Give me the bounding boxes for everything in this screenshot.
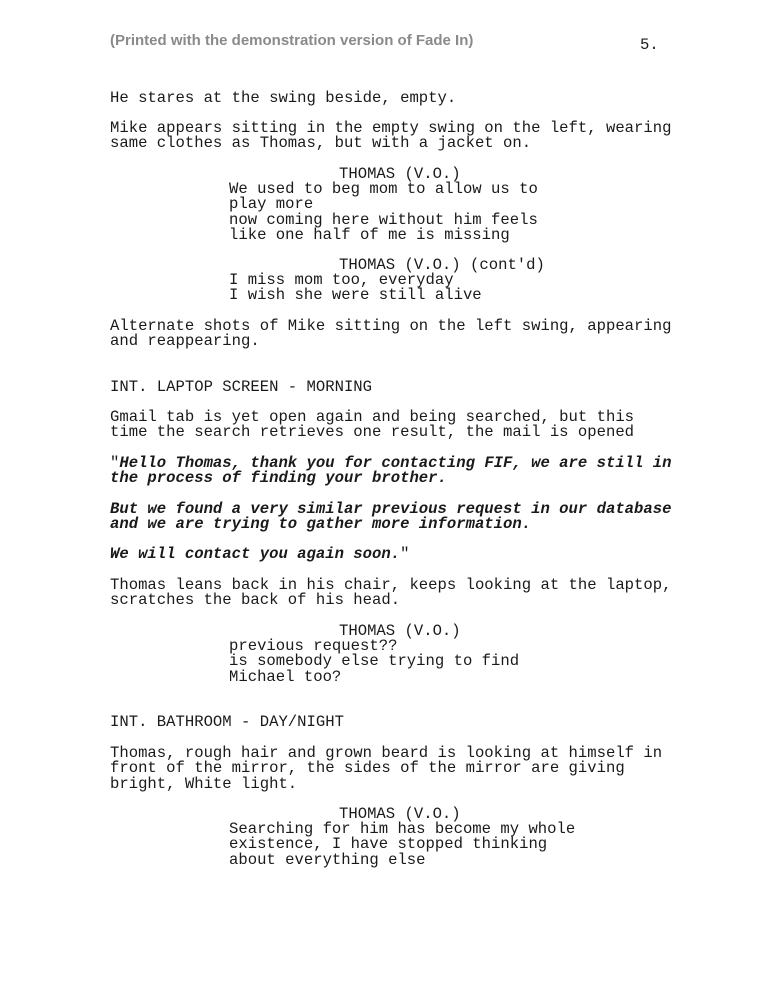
character-cue: THOMAS (V.O.) <box>339 622 461 640</box>
close-quote: " <box>400 545 410 563</box>
dialogue-block: I miss mom too, everyday I wish she were still alive <box>229 271 482 305</box>
scene-heading: INT. BATHROOM - DAY/NIGHT <box>110 713 344 731</box>
action-line: Thomas leans back in his chair, keeps looking at the laptop, scratches the back of his head. <box>110 576 672 610</box>
dialogue-block: Searching for him has become my whole existence, I have stopped thinking about everything else <box>229 820 576 869</box>
demo-watermark: (Printed with the demonstration version of Fade In) <box>110 32 474 49</box>
email-text: We will contact you again soon. <box>110 545 401 563</box>
email-paragraph <box>110 456 671 487</box>
scene-heading: INT. LAPTOP SCREEN - MORNING <box>110 378 373 396</box>
email-paragraph <box>110 547 409 562</box>
action-line: Mike appears sitting in the empty swing on the left, wearing same clothes as Thomas, but with a jacket on. <box>110 119 672 153</box>
character-cue: THOMAS (V.O.) <box>339 165 461 183</box>
character-cue: THOMAS (V.O.) <box>339 805 461 823</box>
action-line: Gmail tab is yet open again and being searched, but this time the search retrieves one result, the mail is opened <box>110 408 635 442</box>
open-quote: " <box>110 454 120 472</box>
action-line: Alternate shots of Mike sitting on the left swing, appearing and reappearing. <box>110 317 672 351</box>
dialogue-block: We used to beg mom to allow us to play more now coming here without him feels like one half of me is missing <box>229 180 538 244</box>
email-text: Hello Thomas, thank you for contacting FIF, we are still in the process of finding your brother. <box>110 454 672 488</box>
email-paragraph: But we found a very similar previous request in our database and we are trying to gather more information. <box>110 500 672 534</box>
action-line: He stares at the swing beside, empty. <box>110 89 457 107</box>
page-number: 5. <box>640 36 659 54</box>
character-cue: THOMAS (V.O.) (cont'd) <box>339 256 545 274</box>
action-line: Thomas, rough hair and grown beard is looking at himself in front of the mirror, the sides of the mirror are giving bright, White light. <box>110 744 663 793</box>
dialogue-block: previous request?? is somebody else trying to find Michael too? <box>229 637 520 686</box>
